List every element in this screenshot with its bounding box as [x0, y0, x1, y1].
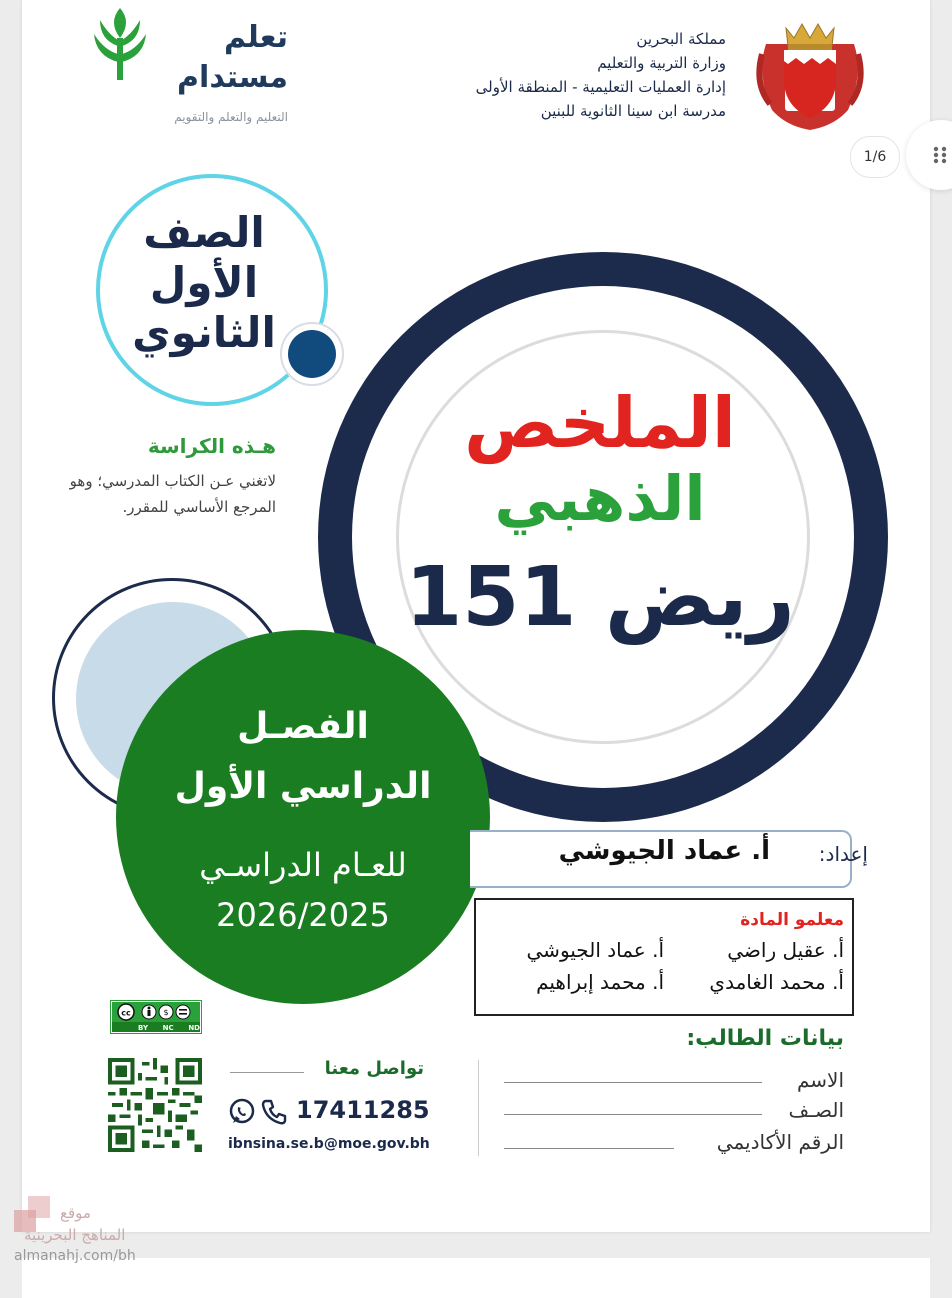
semester-line-3: للعـام الدراسـي — [199, 846, 407, 884]
grade-line-2: الأول — [149, 258, 259, 307]
license-nd: ND — [188, 1024, 200, 1032]
brand-title-sustainable: مستدام — [177, 60, 288, 95]
svg-text:cc: cc — [121, 1008, 131, 1018]
watermark-line-2: المناهج البحرينية — [24, 1226, 126, 1244]
author-name: أ. عماد الجيوشي — [558, 836, 770, 866]
phone-number[interactable]: 17411285 — [296, 1096, 430, 1124]
qr-code[interactable] — [108, 1058, 202, 1152]
author-label: إعداد: — [818, 842, 868, 866]
student-heading: بيانات الطالب: — [686, 1026, 844, 1051]
grid-dots-icon — [932, 145, 952, 165]
license-labels — [138, 1024, 200, 1032]
course-code: ريض 151 — [405, 550, 795, 645]
license-by: BY — [138, 1024, 149, 1032]
section-divider — [478, 1060, 479, 1156]
wheat-leaf-icon — [88, 4, 152, 84]
semester-line-2: الدراسي الأول — [174, 766, 432, 807]
license-nc: NC — [162, 1024, 174, 1032]
teacher-name: أ. عماد الجيوشي — [526, 938, 664, 962]
semester-circle — [116, 630, 490, 1004]
title-summary: الملخص — [464, 382, 736, 464]
accent-dot — [288, 330, 336, 378]
page-counter[interactable]: 1/6 — [850, 136, 900, 178]
teachers-heading: معلمو المادة — [740, 910, 844, 930]
title-golden: الذهبي — [494, 462, 706, 535]
student-class-line — [504, 1114, 762, 1115]
whatsapp-icon — [228, 1098, 256, 1126]
teacher-name: أ. محمد إبراهيم — [536, 970, 664, 994]
brand-tagline: التعليم والتعلم والتقويم — [174, 110, 288, 124]
header-kingdom: مملكة البحرين — [636, 30, 726, 48]
bahrain-crest-icon — [756, 14, 864, 132]
student-id-line — [504, 1148, 674, 1149]
semester-line-1: الفصـل — [237, 706, 369, 747]
learn-sustainable-logo — [88, 4, 288, 132]
teacher-name: أ. محمد الغامدي — [709, 970, 844, 994]
student-name-line — [504, 1082, 762, 1083]
academic-year: 2026/2025 — [216, 896, 390, 934]
student-class-label: الصـف — [788, 1098, 844, 1122]
email-address[interactable]: ibnsina.se.b@moe.gov.bh — [228, 1136, 430, 1152]
phone-icon — [260, 1098, 288, 1126]
watermark-url: almanahj.com/bh — [14, 1248, 136, 1264]
header-school: مدرسة ابن سينا الثانوية للبنين — [540, 102, 726, 120]
header-ministry: وزارة التربية والتعليم — [597, 54, 726, 72]
contact-rule — [230, 1072, 304, 1073]
note-body: لاتغني عـن الكتاب المدرسي؛ وهو المرجع الأساسي للمقرر. — [69, 472, 276, 516]
svg-text:$: $ — [163, 1008, 169, 1017]
note-heading: هـذه الكراسة — [147, 434, 276, 458]
student-name-label: الاسم — [796, 1068, 844, 1092]
next-page-edge — [22, 1258, 930, 1298]
teacher-name: أ. عقيل راضي — [727, 938, 844, 962]
header-directorate: إدارة العمليات التعليمية - المنطقة الأولى — [475, 78, 726, 96]
watermark-line-1: موقع — [60, 1204, 91, 1222]
grade-line-1: الصف — [143, 208, 265, 257]
contact-heading: تواصل معنا — [324, 1058, 424, 1079]
grade-label — [114, 208, 294, 358]
brand-title-learn: تعلم — [224, 20, 288, 55]
student-id-label: الرقم الأكاديمي — [716, 1130, 844, 1154]
grade-line-3: الثانوي — [132, 308, 276, 357]
